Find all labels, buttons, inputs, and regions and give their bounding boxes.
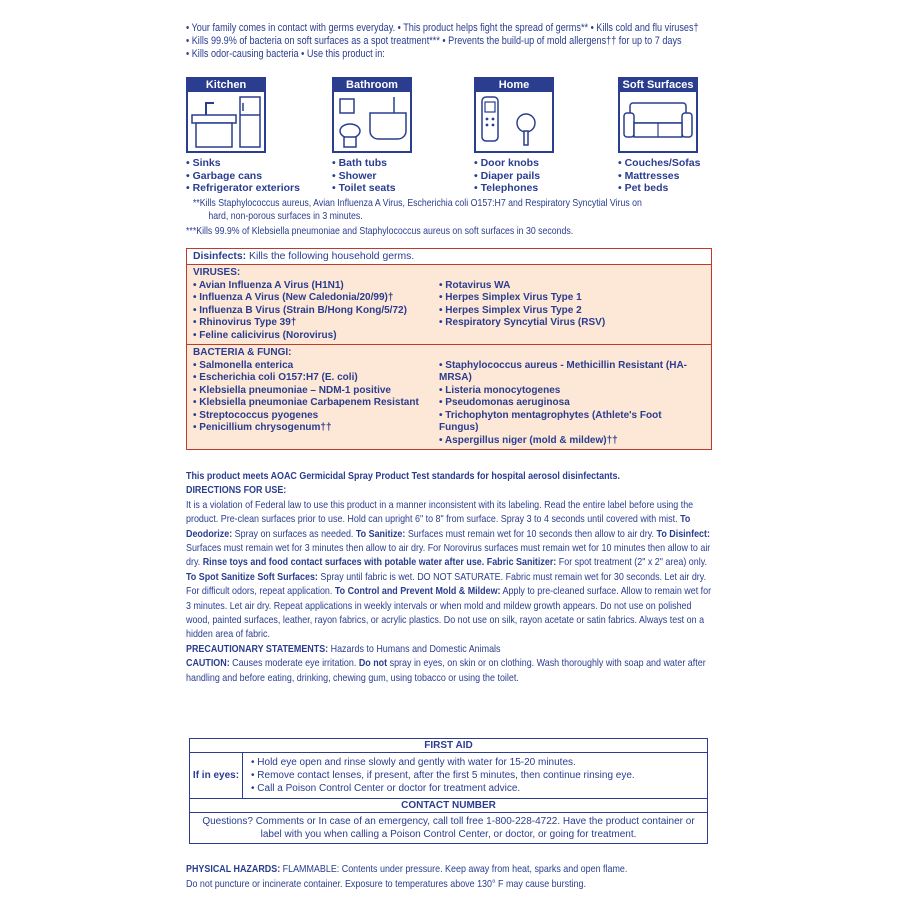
list-item: • Hold eye open and rinse slowly and gently with water for 15-20 minutes.: [251, 756, 635, 769]
area-bathroom: [332, 77, 462, 195]
list-item: • Influenza B Virus (Strain B/Hong Kong/5/72): [193, 305, 439, 318]
intro-claims: [186, 22, 714, 61]
intro-line-1: • Your family comes in contact with germs everyday. • This product helps fight the spread of germs** • Kills cold and flu viruses†: [186, 22, 699, 34]
list-item: • Klebsiella pneumoniae Carbapenem Resistant: [193, 397, 439, 410]
first-aid-steps: [243, 753, 643, 798]
directions: [186, 470, 714, 686]
first-aid-eyes-label: If in eyes:: [190, 753, 243, 798]
viruses-left: [193, 280, 439, 343]
contact-number-text: Questions? Comments or In case of an emergency, call toll free 1-800-228-4722. Have the product container or label with you when calling a Poison Control Center, or doctor, or going for treatment.: [202, 816, 695, 840]
first-aid-table: [189, 738, 708, 844]
list-item: • Aspergillus niger (mold & mildew)††: [439, 435, 699, 448]
list-item: • Pseudomonas aeruginosa: [439, 397, 699, 410]
list-item: • Streptococcus pyogenes: [193, 410, 439, 423]
list-item: • Avian Influenza A Virus (H1N1): [193, 280, 439, 293]
bathroom-icon: [332, 77, 412, 153]
list-item: • Door knobs: [474, 157, 604, 170]
list-item: • Salmonella enterica: [193, 360, 439, 373]
aoac-statement: This product meets AOAC Germicidal Spray Product Test standards for hospital aerosol disinfectants.: [186, 471, 620, 482]
disinfect-label: To Disinfect:: [656, 528, 710, 540]
physical-hazards-line-1: [186, 862, 714, 877]
list-item: • Influenza A Virus (New Caledonia/20/99)†: [193, 292, 439, 305]
directions-title: DIRECTIONS FOR USE:: [186, 485, 287, 497]
list-item: • Herpes Simplex Virus Type 2: [439, 305, 699, 318]
intro-line-3: • Kills odor-causing bacteria • Use this product in:: [186, 48, 385, 60]
precautionary-statements: [186, 643, 714, 657]
area-kitchen-title: Kitchen: [188, 79, 264, 92]
list-item: • Refrigerator exteriors: [186, 182, 316, 195]
list-item: • Bath tubs: [332, 157, 462, 170]
disinfect-text: Surfaces must remain wet for 3 minutes then allow to air dry. For Norovirus surfaces must remain wet for 10 minutes then allow to air dry.: [186, 543, 711, 569]
precautionary-label: PRECAUTIONARY STATEMENTS:: [186, 643, 329, 655]
list-item: • Mattresses: [618, 170, 748, 183]
list-item: • Telephones: [474, 182, 604, 195]
area-bathroom-title: Bathroom: [334, 79, 410, 92]
area-soft-surfaces-title: Soft Surfaces: [620, 79, 696, 92]
list-item: • Sinks: [186, 157, 316, 170]
list-item: • Remove contact lenses, if present, after the first 5 minutes, then continue rinsing eye.: [251, 769, 635, 782]
list-item: • Rotavirus WA: [439, 280, 699, 293]
list-item: • Diaper pails: [474, 170, 604, 183]
mold-text: Apply to pre-cleaned surface. Allow to remain wet for 3 minutes. Let air dry. Repeat applications in weekly intervals or when mold and mildew growth appears. Do not use on polished wood, painted surfaces, leather, rayon fabrics, or acrylic plastics. Do not use on silk, rayon acetate or satin fabrics. Always test on a hidden area of fabric.: [186, 586, 712, 641]
fabric-sanitizer-label: Fabric Sanitizer:: [484, 557, 557, 569]
bacteria-right: [439, 360, 699, 448]
precautionary-text: Hazards to Humans and Domestic Animals: [328, 643, 501, 655]
list-item: • Klebsiella pneumoniae – NDM-1 positive: [193, 385, 439, 398]
area-soft-surfaces-list: [618, 157, 748, 195]
deodorize-text: Spray on surfaces as needed.: [232, 528, 356, 540]
caution: [186, 657, 714, 686]
list-item: • Listeria monocytogenes: [439, 385, 699, 398]
bacteria-section: [187, 344, 711, 449]
mold-label: To Control and Prevent Mold & Mildew:: [334, 586, 501, 598]
viruses-right: [439, 280, 699, 343]
first-aid-eyes-row: [190, 753, 707, 799]
list-item: • Herpes Simplex Virus Type 1: [439, 292, 699, 305]
list-item: • Staphylococcus aureus - Methicillin Resistant (HA-MRSA): [439, 360, 699, 385]
sanitize-text: Surfaces must remain wet for 10 seconds then allow to air dry.: [405, 528, 655, 540]
list-item: • Penicillium chrysogenum††: [193, 422, 439, 435]
list-item: • Rhinovirus Type 39†: [193, 317, 439, 330]
disinfects-label: Disinfects:: [193, 251, 247, 262]
list-item: • Escherichia coli O157:H7 (E. coli): [193, 372, 439, 385]
list-item: • Feline calicivirus (Norovirus): [193, 330, 439, 343]
list-item: • Respiratory Syncytial Virus (RSV): [439, 317, 699, 330]
area-kitchen: [186, 77, 316, 195]
footnote-2: ***Kills 99.9% of Klebsiella pneumoniae and Staphylococcus aureus on soft surfaces in 30 seconds.: [186, 226, 574, 237]
list-item: • Pet beds: [618, 182, 748, 195]
intro-line-2: • Kills 99.9% of bacteria on soft surfaces as a spot treatment*** • Prevents the build-up of mold allergens†† for up to 7 days: [186, 35, 682, 47]
directions-paragraph: [186, 499, 714, 643]
fabric-sanitizer-text: For spot treatment (2" x 2" area) only.: [556, 557, 707, 569]
rinse-instruction: Rinse toys and food contact surfaces with potable water after use.: [202, 557, 485, 569]
viruses-section: [187, 265, 711, 344]
area-soft-surfaces: [618, 77, 748, 195]
first-aid-title: FIRST AID: [190, 739, 707, 753]
physical-hazards: [186, 862, 714, 892]
list-item: • Couches/Sofas: [618, 157, 748, 170]
area-bathroom-list: [332, 157, 462, 195]
home-icon: [474, 77, 554, 153]
area-home: [474, 77, 604, 195]
spot-sanitize-label: To Spot Sanitize Soft Surfaces:: [186, 571, 318, 583]
deodorize-label: To Deodorize:: [186, 514, 691, 540]
disinfects-text: Kills the following household germs.: [246, 251, 415, 262]
list-item: • Call a Poison Control Center or doctor for treatment advice.: [251, 782, 635, 795]
footnote-1: **Kills Staphylococcus aureus, Avian Influenza A Virus, Escherichia coli O157:H7 and Respiratory Syncytial Virus on: [192, 198, 642, 209]
kitchen-icon: [186, 77, 266, 153]
list-item: • Toilet seats: [332, 182, 462, 195]
caution-text-1: Causes moderate eye irritation.: [229, 658, 359, 670]
caution-label: CAUTION:: [186, 658, 230, 670]
area-kitchen-list: [186, 157, 316, 195]
usage-areas: [186, 77, 714, 212]
area-home-list: [474, 157, 604, 195]
list-item: • Trichophyton mentagrophytes (Athlete's Foot Fungus): [439, 410, 699, 435]
footnotes: [186, 197, 714, 238]
list-item: • Shower: [332, 170, 462, 183]
product-label: [186, 22, 714, 890]
viruses-title: VIRUSES:: [193, 267, 241, 278]
physical-hazards-line-2: Do not puncture or incinerate container. Exposure to temperatures above 130° F may cause bursting.: [186, 879, 586, 890]
directions-intro: It is a violation of Federal law to use this product in a manner inconsistent with its labeling. Read the entire label before using the product. Pre-clean surfaces prior to use. Hold can upright 6" to 8" from surface. Spray 3 to 4 seconds until covered with mist.: [186, 499, 694, 526]
disinfects-box: [186, 248, 712, 450]
caution-bold: Do not: [358, 658, 388, 670]
footnote-1-cont: hard, non-porous surfaces in 3 minutes.: [208, 211, 363, 222]
sanitize-label: To Sanitize:: [355, 528, 406, 540]
area-home-title: Home: [476, 79, 552, 92]
bacteria-left: [193, 360, 439, 448]
sofa-icon: [618, 77, 698, 153]
physical-hazards-text: FLAMMABLE: Contents under pressure. Keep away from heat, sparks and open flame.: [280, 864, 628, 875]
contact-number-title: CONTACT NUMBER: [190, 799, 707, 813]
physical-hazards-label: PHYSICAL HAZARDS:: [186, 864, 281, 875]
spot-sanitize-text: Spray until fabric is wet. DO NOT SATURATE. Fabric must remain wet for 30 seconds. Let air dry. For difficult odors, repeat application.: [186, 571, 707, 598]
bacteria-title: BACTERIA & FUNGI:: [193, 347, 292, 358]
caution-text-2: spray in eyes, on skin or on clothing. Wash thoroughly with soap and water after handling and before eating, drinking, chewing gum, using tobacco or using the toilet.: [186, 658, 706, 684]
disinfects-header: [187, 249, 711, 265]
list-item: • Garbage cans: [186, 170, 316, 183]
